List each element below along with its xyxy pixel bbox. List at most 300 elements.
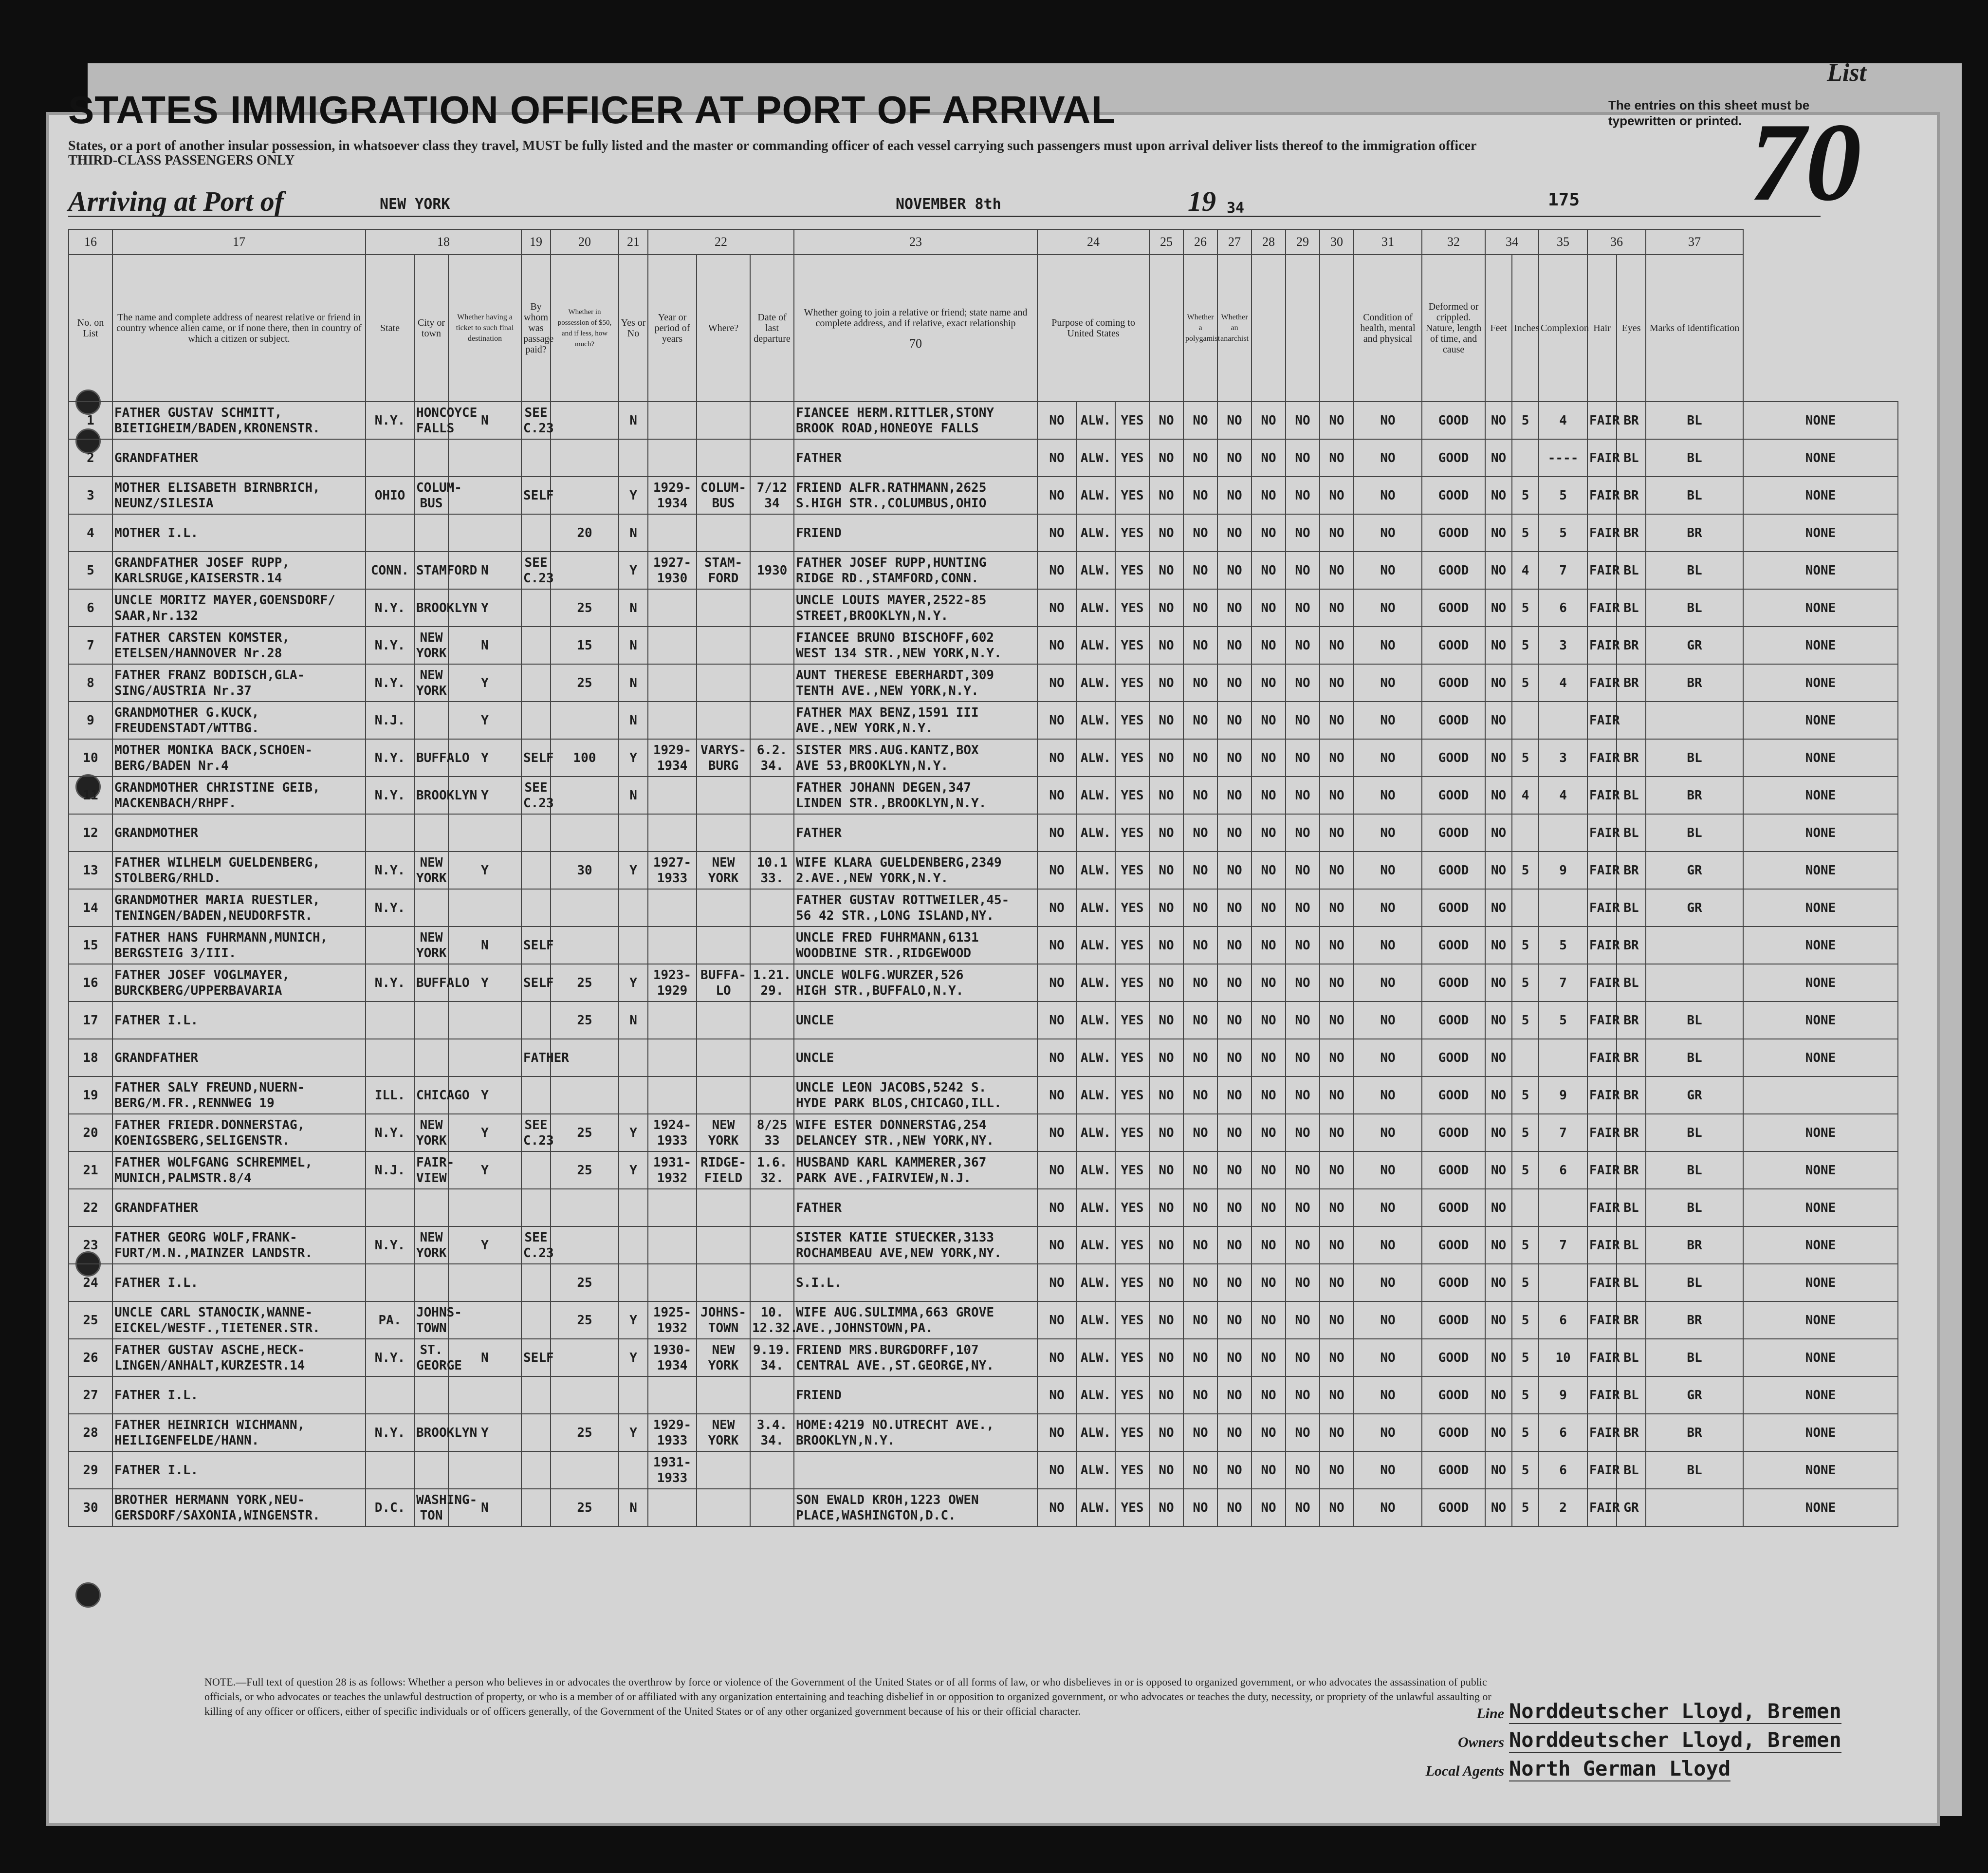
deformed: NO	[1485, 589, 1512, 627]
passage-paid	[521, 889, 551, 927]
col-28: NO	[1252, 1451, 1286, 1489]
marks: NONE	[1743, 1114, 1898, 1151]
eyes: BL	[1646, 739, 1743, 777]
nearest-relative: UNCLE MORITZ MAYER,GOENSDORF/ SAAR,Nr.132	[112, 589, 366, 627]
marks: NONE	[1743, 739, 1898, 777]
been-before: Y	[619, 1414, 648, 1451]
col-25: NO	[1149, 1076, 1183, 1114]
col-num: 20	[551, 229, 619, 255]
height-inches: 7	[1539, 552, 1587, 589]
money: 25	[551, 1489, 619, 1526]
purpose-a: NO	[1037, 1076, 1076, 1114]
years-in-us	[648, 1001, 697, 1039]
table-row	[69, 1376, 1898, 1414]
polygamist: NO	[1183, 1414, 1217, 1451]
height-feet	[1512, 814, 1539, 852]
complexion: FAIR	[1587, 927, 1617, 964]
col-29: NO	[1286, 1264, 1320, 1301]
col-31: NO	[1354, 402, 1422, 439]
purpose-b: ALW.	[1076, 964, 1115, 1001]
col-31: NO	[1354, 1076, 1422, 1114]
purpose-c: YES	[1115, 964, 1149, 1001]
dest-city: BUFFALO	[414, 739, 448, 777]
row-number: 26	[69, 1339, 112, 1376]
row-number: 1	[69, 402, 112, 439]
dest-state	[366, 1451, 414, 1489]
col-28: NO	[1252, 1264, 1286, 1301]
table-row	[69, 552, 1898, 589]
polygamist: NO	[1183, 814, 1217, 852]
eyes: BL	[1646, 552, 1743, 589]
marks: NONE	[1743, 1376, 1898, 1414]
polygamist: NO	[1183, 927, 1217, 964]
dest-city	[414, 1264, 448, 1301]
height-feet: 5	[1512, 1339, 1539, 1376]
nearest-relative: BROTHER HERMANN YORK,NEU- GERSDORF/SAXONIA,WINGENSTR.	[112, 1489, 366, 1526]
hair: BL	[1617, 552, 1646, 589]
ticket	[448, 1039, 521, 1076]
entries-note: The entries on this sheet must be typewritten or printed.	[1608, 98, 1810, 128]
col-num: 19	[521, 229, 551, 255]
marks: NONE	[1743, 402, 1898, 439]
height-feet	[1512, 439, 1539, 477]
purpose-b: ALW.	[1076, 1039, 1115, 1076]
marks: NONE	[1743, 1039, 1898, 1076]
col-30: NO	[1320, 1151, 1354, 1189]
col-25: NO	[1149, 627, 1183, 664]
years-in-us	[648, 889, 697, 927]
height-feet: 5	[1512, 514, 1539, 552]
health: GOOD	[1422, 702, 1485, 739]
marks: NONE	[1743, 477, 1898, 514]
col-29: NO	[1286, 702, 1320, 739]
table-row	[69, 514, 1898, 552]
header-condition: Condition of health, mental and physical	[1354, 255, 1422, 402]
col-28: NO	[1252, 664, 1286, 702]
joining: UNCLE LEON JACOBS,5242 S. HYDE PARK BLOS,CHICAGO,ILL.	[794, 1076, 1037, 1114]
passage-paid: SELF	[521, 964, 551, 1001]
hair: BR	[1617, 1301, 1646, 1339]
where-in-us	[697, 1226, 750, 1264]
health: GOOD	[1422, 1451, 1485, 1489]
height-inches: 5	[1539, 1001, 1587, 1039]
purpose-a: NO	[1037, 1114, 1076, 1151]
height-inches: 9	[1539, 1076, 1587, 1114]
purpose-b: ALW.	[1076, 1414, 1115, 1451]
nearest-relative: MOTHER I.L.	[112, 514, 366, 552]
hair: BL	[1617, 889, 1646, 927]
owners-label: Owners	[1457, 1734, 1504, 1750]
purpose-a: NO	[1037, 1039, 1076, 1076]
row-number: 21	[69, 1151, 112, 1189]
col-25: NO	[1149, 1339, 1183, 1376]
height-feet: 5	[1512, 1114, 1539, 1151]
col-28: NO	[1252, 852, 1286, 889]
purpose-c: YES	[1115, 402, 1149, 439]
row-number: 16	[69, 964, 112, 1001]
where-in-us	[697, 1039, 750, 1076]
complexion: FAIR	[1587, 402, 1617, 439]
col-29: NO	[1286, 889, 1320, 927]
eyes: BL	[1646, 1039, 1743, 1076]
col-25: NO	[1149, 1114, 1183, 1151]
header-deformed: Deformed or crippled. Nature, length of time, and cause	[1422, 255, 1485, 402]
nearest-relative: GRANDFATHER	[112, 1039, 366, 1076]
purpose-c: YES	[1115, 514, 1149, 552]
col-30: NO	[1320, 927, 1354, 964]
height-inches	[1539, 1039, 1587, 1076]
been-before: Y	[619, 1114, 648, 1151]
table-row	[69, 1264, 1898, 1301]
passage-paid	[521, 627, 551, 664]
marks: NONE	[1743, 777, 1898, 814]
col-28: NO	[1252, 1001, 1286, 1039]
header-purpose: Purpose of coming to United States	[1037, 255, 1149, 402]
col-30: NO	[1320, 1226, 1354, 1264]
agents-value: North German Lloyd	[1509, 1757, 1731, 1780]
dest-state: D.C.	[366, 1489, 414, 1526]
dest-state: N.J.	[366, 1151, 414, 1189]
col-31: NO	[1354, 927, 1422, 964]
dest-city: CHICAGO	[414, 1076, 448, 1114]
col-28: NO	[1252, 739, 1286, 777]
col-31: NO	[1354, 1151, 1422, 1189]
table-row	[69, 402, 1898, 439]
col-30: NO	[1320, 889, 1354, 927]
col-30: NO	[1320, 1451, 1354, 1489]
row-number: 2	[69, 439, 112, 477]
table-row	[69, 852, 1898, 889]
row-number: 23	[69, 1226, 112, 1264]
been-before: Y	[619, 739, 648, 777]
money: 20	[551, 514, 619, 552]
date-departure: 3.4. 34.	[750, 1414, 794, 1451]
col-25: NO	[1149, 739, 1183, 777]
date-departure	[750, 664, 794, 702]
complexion: FAIR	[1587, 777, 1617, 814]
purpose-c: YES	[1115, 889, 1149, 927]
ticket: N	[448, 627, 521, 664]
joining: HOME:4219 NO.UTRECHT AVE., BROOKLYN,N.Y.	[794, 1414, 1037, 1451]
anarchist: NO	[1217, 1264, 1252, 1301]
manifest-table	[68, 229, 1898, 1602]
purpose-c: YES	[1115, 1039, 1149, 1076]
complexion: FAIR	[1587, 1339, 1617, 1376]
col-28: NO	[1252, 814, 1286, 852]
table-row	[69, 589, 1898, 627]
header-col-28	[1252, 255, 1286, 402]
complexion: FAIR	[1587, 1489, 1617, 1526]
purpose-a: NO	[1037, 552, 1076, 589]
row-number: 14	[69, 889, 112, 927]
money	[551, 402, 619, 439]
col-30: NO	[1320, 1489, 1354, 1526]
purpose-a: NO	[1037, 514, 1076, 552]
deformed: NO	[1485, 739, 1512, 777]
deformed: NO	[1485, 1189, 1512, 1226]
purpose-a: NO	[1037, 1226, 1076, 1264]
health: GOOD	[1422, 1076, 1485, 1114]
col-31: NO	[1354, 814, 1422, 852]
col-num: 28	[1252, 229, 1286, 255]
anarchist: NO	[1217, 702, 1252, 739]
polygamist: NO	[1183, 627, 1217, 664]
row-number: 30	[69, 1489, 112, 1526]
purpose-b: ALW.	[1076, 1339, 1115, 1376]
anarchist: NO	[1217, 514, 1252, 552]
polygamist: NO	[1183, 477, 1217, 514]
col-30: NO	[1320, 1039, 1354, 1076]
money: 100	[551, 739, 619, 777]
purpose-b: ALW.	[1076, 1264, 1115, 1301]
where-in-us	[697, 1189, 750, 1226]
deformed: NO	[1485, 552, 1512, 589]
money: 25	[551, 1001, 619, 1039]
eyes	[1646, 964, 1743, 1001]
table-row	[69, 1301, 1898, 1339]
joining: WIFE KLARA GUELDENBERG,2349 2.AVE.,NEW YORK,N.Y.	[794, 852, 1037, 889]
dest-state	[366, 1039, 414, 1076]
eyes	[1646, 927, 1743, 964]
complexion: FAIR	[1587, 552, 1617, 589]
row-number: 10	[69, 739, 112, 777]
complexion: FAIR	[1587, 1376, 1617, 1414]
col-25: NO	[1149, 814, 1183, 852]
col-28: NO	[1252, 927, 1286, 964]
purpose-b: ALW.	[1076, 702, 1115, 739]
agents-row	[1412, 1757, 1850, 1781]
anarchist: NO	[1217, 477, 1252, 514]
joining: FATHER MAX BENZ,1591 III AVE.,NEW YORK,N.Y.	[794, 702, 1037, 739]
passage-paid	[521, 1001, 551, 1039]
money: 25	[551, 664, 619, 702]
polygamist: NO	[1183, 777, 1217, 814]
passage-paid	[521, 439, 551, 477]
joining: WIFE AUG.SULIMMA,663 GROVE AVE.,JOHNSTOWN,PA.	[794, 1301, 1037, 1339]
dest-city: NEW YORK	[414, 627, 448, 664]
anarchist: NO	[1217, 552, 1252, 589]
header-date-departure: Date of last departure	[750, 255, 794, 402]
dest-state	[366, 439, 414, 477]
passenger-rows	[69, 402, 1898, 1526]
eyes: BL	[1646, 1264, 1743, 1301]
hair: BR	[1617, 1151, 1646, 1189]
marks: NONE	[1743, 1301, 1898, 1339]
col-25: NO	[1149, 1376, 1183, 1414]
date-departure: 1.6. 32.	[750, 1151, 794, 1189]
eyes: BL	[1646, 589, 1743, 627]
col-29: NO	[1286, 1151, 1320, 1189]
hair: BL	[1617, 1264, 1646, 1301]
col-28: NO	[1252, 1039, 1286, 1076]
col-30: NO	[1320, 1189, 1354, 1226]
complexion: FAIR	[1587, 852, 1617, 889]
header-col-25	[1149, 255, 1183, 402]
date-departure: 6.2. 34.	[750, 739, 794, 777]
health: GOOD	[1422, 1339, 1485, 1376]
col-31: NO	[1354, 852, 1422, 889]
purpose-c: YES	[1115, 1076, 1149, 1114]
col-29: NO	[1286, 814, 1320, 852]
money: 25	[551, 1151, 619, 1189]
col-29: NO	[1286, 1301, 1320, 1339]
col-29: NO	[1286, 664, 1320, 702]
where-in-us: RIDGE- FIELD	[697, 1151, 750, 1189]
dest-city: JOHNS- TOWN	[414, 1301, 448, 1339]
polygamist: NO	[1183, 1189, 1217, 1226]
eyes: BL	[1646, 1114, 1743, 1151]
col-29: NO	[1286, 1076, 1320, 1114]
joining: SISTER KATIE STUECKER,3133 ROCHAMBEAU AVE,NEW YORK,NY.	[794, 1226, 1037, 1264]
polygamist: NO	[1183, 964, 1217, 1001]
height-feet: 5	[1512, 1151, 1539, 1189]
col-28: NO	[1252, 1226, 1286, 1264]
purpose-b: ALW.	[1076, 589, 1115, 627]
arrival-date: NOVEMBER 8th	[896, 196, 1001, 213]
height-inches: 5	[1539, 477, 1587, 514]
nearest-relative: FATHER CARSTEN KOMSTER, ETELSEN/HANNOVER Nr.28	[112, 627, 366, 664]
table-row	[69, 1339, 1898, 1376]
col-29: NO	[1286, 1039, 1320, 1076]
eyes: BR	[1646, 1414, 1743, 1451]
health: GOOD	[1422, 1189, 1485, 1226]
owners-value: Norddeutscher Lloyd, Bremen	[1509, 1728, 1841, 1752]
table-row	[69, 777, 1898, 814]
ticket: N	[448, 552, 521, 589]
dest-city: NEW YORK	[414, 664, 448, 702]
nearest-relative: GRANDFATHER	[112, 1189, 366, 1226]
purpose-a: NO	[1037, 1264, 1076, 1301]
table-row	[69, 664, 1898, 702]
eyes: BR	[1646, 514, 1743, 552]
purpose-b: ALW.	[1076, 1189, 1115, 1226]
purpose-a: NO	[1037, 1339, 1076, 1376]
marks	[1743, 1076, 1898, 1114]
table-row	[69, 477, 1898, 514]
col-31: NO	[1354, 1189, 1422, 1226]
where-in-us	[697, 1451, 750, 1489]
hair: BL	[1617, 439, 1646, 477]
nearest-relative: FATHER FRANZ BODISCH,GLA- SING/AUSTRIA Nr.37	[112, 664, 366, 702]
height-feet: 5	[1512, 589, 1539, 627]
where-in-us	[697, 927, 750, 964]
marks: NONE	[1743, 589, 1898, 627]
eyes: BR	[1646, 664, 1743, 702]
col-25: NO	[1149, 964, 1183, 1001]
col-30: NO	[1320, 1414, 1354, 1451]
col-28: NO	[1252, 1189, 1286, 1226]
passage-paid	[521, 1414, 551, 1451]
nearest-relative: FATHER JOSEF VOGLMAYER, BURCKBERG/UPPERBAVARIA	[112, 964, 366, 1001]
col-30: NO	[1320, 777, 1354, 814]
col-29: NO	[1286, 402, 1320, 439]
purpose-b: ALW.	[1076, 1301, 1115, 1339]
col-31: NO	[1354, 1339, 1422, 1376]
purpose-b: ALW.	[1076, 739, 1115, 777]
date-departure: 8/25 33	[750, 1114, 794, 1151]
been-before: Y	[619, 1339, 648, 1376]
passage-paid	[521, 1376, 551, 1414]
row-number: 7	[69, 627, 112, 664]
deformed: NO	[1485, 514, 1512, 552]
years-in-us	[648, 514, 697, 552]
col-29: NO	[1286, 1001, 1320, 1039]
anarchist: NO	[1217, 1039, 1252, 1076]
col-31: NO	[1354, 439, 1422, 477]
col-25: NO	[1149, 889, 1183, 927]
eyes: BL	[1646, 477, 1743, 514]
eyes: BR	[1646, 1226, 1743, 1264]
where-in-us	[697, 1076, 750, 1114]
row-number: 28	[69, 1414, 112, 1451]
complexion: FAIR	[1587, 889, 1617, 927]
height-inches	[1539, 1264, 1587, 1301]
complexion: FAIR	[1587, 814, 1617, 852]
health: GOOD	[1422, 1489, 1485, 1526]
years-in-us	[648, 627, 697, 664]
col-30: NO	[1320, 1114, 1354, 1151]
table-row	[69, 1489, 1898, 1526]
date-departure	[750, 627, 794, 664]
col-29: NO	[1286, 739, 1320, 777]
purpose-b: ALW.	[1076, 1151, 1115, 1189]
table-row	[69, 1226, 1898, 1264]
header-state	[366, 255, 414, 402]
height-feet: 5	[1512, 1376, 1539, 1414]
hair: BL	[1617, 1339, 1646, 1376]
col-28: NO	[1252, 702, 1286, 739]
passage-paid	[521, 1189, 551, 1226]
marks: NONE	[1743, 1414, 1898, 1451]
col-28: NO	[1252, 1414, 1286, 1451]
purpose-a: NO	[1037, 702, 1076, 739]
been-before	[619, 1226, 648, 1264]
date-departure	[750, 514, 794, 552]
eyes: GR	[1646, 889, 1743, 927]
col-31: NO	[1354, 1489, 1422, 1526]
money	[551, 889, 619, 927]
polygamist: NO	[1183, 439, 1217, 477]
eyes: BL	[1646, 1001, 1743, 1039]
years-in-us: 1927- 1930	[648, 552, 697, 589]
height-inches: 3	[1539, 627, 1587, 664]
col-28: NO	[1252, 964, 1286, 1001]
years-in-us: 1923- 1929	[648, 964, 697, 1001]
purpose-a: NO	[1037, 402, 1076, 439]
polygamist: NO	[1183, 889, 1217, 927]
passage-paid: SELF	[521, 477, 551, 514]
col-31: NO	[1354, 1226, 1422, 1264]
height-inches: 5	[1539, 927, 1587, 964]
years-in-us: 1924- 1933	[648, 1114, 697, 1151]
col-num: 36	[1587, 229, 1646, 255]
money	[551, 552, 619, 589]
row-number: 9	[69, 702, 112, 739]
hair: BR	[1617, 739, 1646, 777]
row-number: 22	[69, 1189, 112, 1226]
money: 25	[551, 589, 619, 627]
complexion: FAIR	[1587, 514, 1617, 552]
marks: NONE	[1743, 1264, 1898, 1301]
dest-city: HONCOYCE FALLS	[414, 402, 448, 439]
class-line: THIRD-CLASS PASSENGERS ONLY	[68, 153, 295, 168]
header-yes-no: Yes or No	[619, 255, 648, 402]
height-feet: 5	[1512, 1226, 1539, 1264]
purpose-c: YES	[1115, 1189, 1149, 1226]
list-label: List	[1827, 59, 1866, 87]
table-row	[69, 739, 1898, 777]
anarchist: NO	[1217, 1376, 1252, 1414]
